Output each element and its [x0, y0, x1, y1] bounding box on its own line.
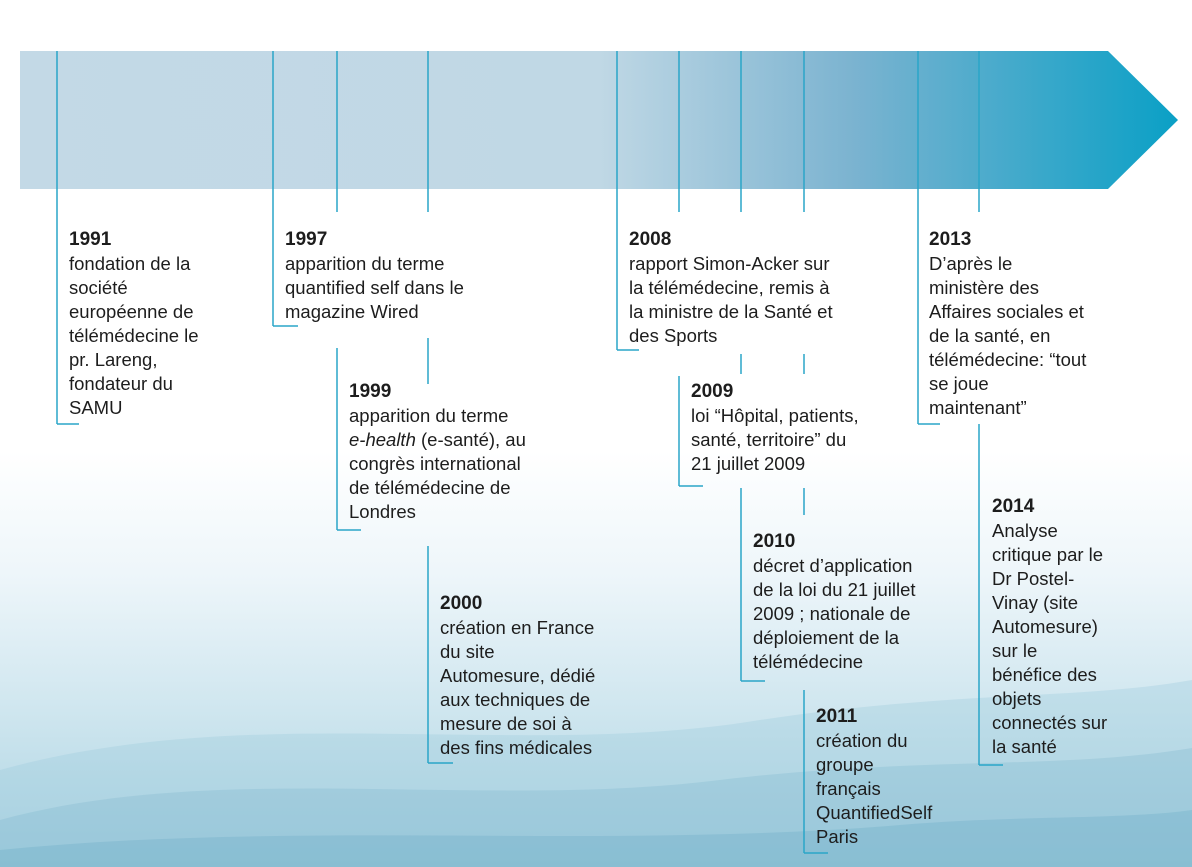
- event-1997: [285, 228, 464, 324]
- event-description: création en France du site Automesure, dédié aux techniques de mesure de soi à des fins médicales: [440, 617, 596, 758]
- event-year: 2014: [992, 496, 1035, 517]
- event-description: D’après le ministère des Affaires sociales et de la santé, en télémédecine: “tout se joue maintenant”: [929, 253, 1087, 418]
- event-description: apparition du terme e-health (e-santé), au congrès international de télémédecine de Londres: [349, 405, 526, 522]
- event-description: rapport Simon-Acker sur la télémédecine, remis à la ministre de la Santé et des Sports: [629, 253, 833, 346]
- event-description: décret d’application de la loi du 21 juillet 2009 ; nationale de déploiement de la télémédecine: [753, 555, 916, 672]
- event-description: loi “Hôpital, patients, santé, territoire” du 21 juillet 2009: [691, 405, 859, 474]
- event-2009: [691, 380, 859, 476]
- event-year: 2009: [691, 381, 734, 402]
- event-description: création du groupe français QuantifiedSelf Paris: [816, 730, 933, 847]
- event-year: 1997: [285, 229, 328, 250]
- event-description: fondation de la société européenne de télémédecine le pr. Lareng, fondateur du SAMU: [69, 253, 199, 418]
- event-2000: [440, 592, 595, 760]
- event-1991: [69, 228, 199, 420]
- event-1999: [349, 380, 526, 524]
- event-year: 2000: [440, 593, 483, 614]
- event-description-emphasis: e-health: [349, 429, 416, 450]
- event-year: 1999: [349, 381, 392, 402]
- event-year: 1991: [69, 229, 112, 250]
- event-2013: [929, 228, 1086, 420]
- event-year: 2008: [629, 229, 672, 250]
- event-2014: [992, 495, 1107, 759]
- event-year: 2011: [816, 706, 858, 727]
- event-year: 2013: [929, 229, 972, 250]
- event-description: apparition du terme quantified self dans le magazine Wired: [285, 253, 464, 322]
- event-description: Analyse critique par le Dr Postel- Vinay (site Automesure) sur le bénéfice des objets connectés sur la santé: [992, 520, 1108, 757]
- event-year: 2010: [753, 531, 796, 552]
- event-2010: [753, 530, 916, 674]
- event-2011: [816, 705, 932, 849]
- timeline-arrow: [20, 51, 1178, 189]
- event-2008: [629, 228, 833, 348]
